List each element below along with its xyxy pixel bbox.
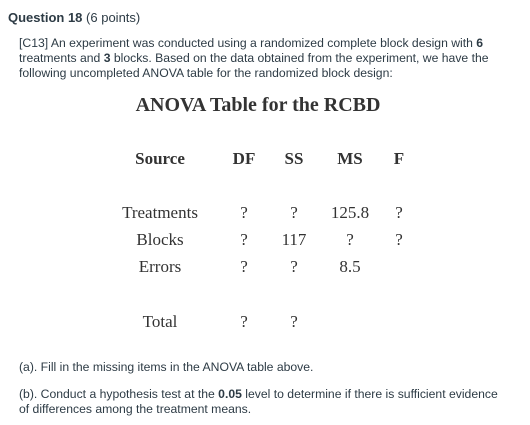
intro-text-2: treatments and <box>19 51 104 66</box>
row-treatments-ss: ? <box>290 203 298 222</box>
row-errors-ms: 8.5 <box>339 257 361 276</box>
part-b-text-1: (b). Conduct a hypothesis test at the <box>19 387 219 401</box>
row-errors-ss: ? <box>290 257 298 276</box>
row-blocks-f: ? <box>395 230 403 249</box>
row-treatments-df: ? <box>240 203 248 222</box>
row-total-df: ? <box>240 312 248 331</box>
anova-table-title: ANOVA Table for the RCBD <box>135 94 381 116</box>
row-treatments-source: Treatments <box>122 203 198 222</box>
intro-text-1: [C13] An experiment was conducted using a randomized complete block design with <box>19 36 477 50</box>
row-blocks-source: Blocks <box>136 230 184 249</box>
question-header <box>8 10 140 25</box>
part-b-level: 0.05 <box>218 387 242 401</box>
intro-text-3: blocks. Based on the data obtained from the experiment, we have the following uncompleted ANOVA table for the randomized block design: <box>19 51 489 81</box>
treatments-count: 6 <box>476 36 484 50</box>
row-errors-source: Errors <box>138 257 182 276</box>
part-a: (a). Fill in the missing items in the ANOVA table above. <box>19 360 314 374</box>
header-source: Source <box>135 149 185 168</box>
header-df: DF <box>232 149 256 168</box>
blocks-count: 3 <box>103 51 111 66</box>
row-total-source: Total <box>142 312 178 331</box>
question-points: (6 points) <box>86 10 141 25</box>
row-errors-df: ? <box>240 257 248 276</box>
header-f: F <box>393 149 405 168</box>
row-blocks-df: ? <box>240 230 248 249</box>
question-intro <box>19 36 509 82</box>
row-treatments-ms: 125.8 <box>330 203 370 222</box>
row-treatments-f: ? <box>395 203 403 222</box>
part-b-text-2: level to determine if there is sufficient evidence of differences among the treatment means. <box>19 387 498 417</box>
question-title: Question 18 <box>8 10 83 25</box>
header-ss: SS <box>284 149 304 168</box>
row-total-ss: ? <box>290 312 298 331</box>
row-blocks-ms: ? <box>346 230 354 249</box>
header-ms: MS <box>337 149 363 168</box>
row-blocks-ss: 117 <box>281 230 307 249</box>
part-b <box>19 387 511 417</box>
